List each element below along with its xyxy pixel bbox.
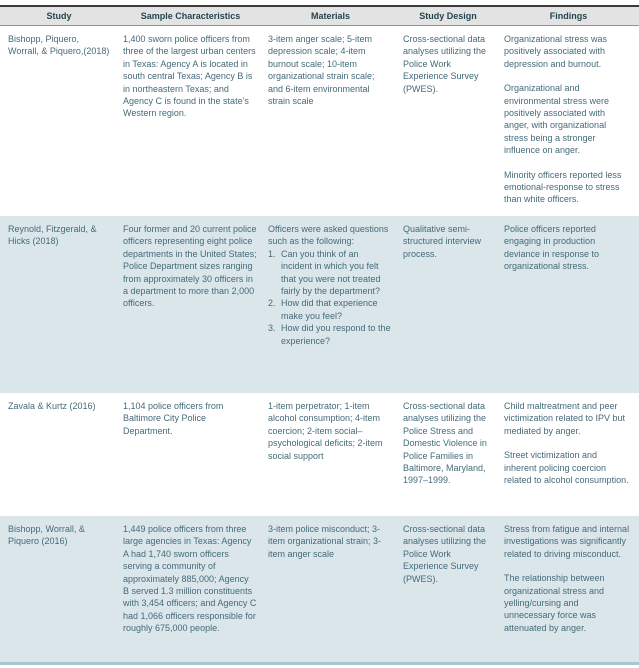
cell-paragraph: 1,449 police officers from three large agencies in Texas: Agency A had 1,740 sworn officers serving a community of approximately 885,000; Agency B served 1.3 million constituents with 3,454 officers; and Agency C had 1,066 officers responsible for roughly 675,000 people. [123, 524, 257, 634]
cell-paragraph: Stress from fatigue and internal investigations was significantly related to driving misconduct. [504, 524, 630, 559]
list-item-text: Can you think of an incident in which you felt that you were not treated fairly by the department? [281, 248, 381, 297]
table-row [0, 216, 639, 393]
cell-findings [498, 216, 639, 393]
column-header-findings: Findings [549, 11, 588, 21]
cell-findings [498, 26, 639, 216]
cell-paragraph: Cross-sectional data analyses utilizing the Police Work Experience Survey (PWES). [403, 524, 487, 584]
column-header-design: Study Design [419, 11, 477, 21]
cell-paragraph: Street victimization and inherent policing coercion related to alcohol consumption. [504, 450, 629, 486]
list-item-number: 2. [268, 298, 276, 309]
cell-study [0, 393, 118, 516]
cell-study [0, 216, 118, 393]
list-item-text: How did you respond to the experience? [281, 323, 391, 346]
cell-findings [498, 393, 639, 516]
cell-paragraph: 3-item police misconduct; 3-item organizational strain; 3-item anger scale [268, 524, 382, 559]
cell-sample [118, 516, 263, 662]
cell-paragraph: Officers were asked questions such as the following: [268, 224, 389, 247]
cell-paragraph: Qualitative semi-structured interview process. [403, 224, 482, 259]
cell-paragraph: Bishopp, Piquero, Worrall, & Piquero,(2018) [8, 34, 110, 57]
cell-study [0, 26, 118, 216]
list-item-number: 1. [268, 248, 276, 259]
cell-paragraph: Zavala & Kurtz (2016) [8, 401, 96, 411]
cell-sample [118, 26, 263, 216]
cell-paragraph: 3-item anger scale; 5-item depression scale; 4-item burnout scale; 10-item organizational strain scale; and 6-item environmental strain scale [268, 34, 375, 107]
table-row [0, 26, 639, 216]
cell-materials [263, 26, 398, 216]
cell-materials [263, 516, 398, 662]
column-header-study: Study [46, 11, 72, 21]
numbered-list-item [268, 297, 392, 322]
cell-paragraph: Four former and 20 current police officers representing eight police departments in the United States; Police Department sizes ranging from approximately 30 officers in a department to more than 2,000 officers. [123, 224, 257, 309]
cell-study [0, 516, 118, 662]
numbered-list-item [268, 248, 392, 298]
table-row [0, 516, 639, 662]
cell-paragraph: Cross-sectional data analyses utilizing the Police Work Experience Survey (PWES). [403, 34, 487, 94]
cell-materials [263, 216, 398, 393]
cell-sample [118, 216, 263, 393]
list-item-text: How did that experience make you feel? [281, 298, 378, 321]
cell-findings [498, 516, 639, 662]
table-row [0, 393, 639, 516]
table-body [0, 26, 639, 662]
cell-design [398, 516, 498, 662]
cell-paragraph: Child maltreatment and peer victimization related to IPV but mediated by anger. [504, 401, 626, 436]
cell-paragraph: Minority officers reported less emotional-response to stress than white officers. [504, 169, 622, 205]
cell-paragraph: Cross-sectional data analyses utilizing the Police Stress and Domestic Violence in Police Families in Baltimore, Maryland, 1997–1999. [403, 401, 487, 486]
cell-paragraph: 1-item perpetrator; 1-item alcohol consumption; 4-item coercion; 2-item social–psychological deficits; 2-item social support [268, 401, 383, 461]
numbered-list-item [268, 322, 392, 347]
cell-paragraph: Reynold, Fitzgerald, & Hicks (2018) [8, 224, 97, 247]
cell-design [398, 393, 498, 516]
cell-design [398, 26, 498, 216]
cell-paragraph: Organizational stress was positively associated with depression and burnout. [504, 34, 608, 69]
cell-paragraph: 1,104 police officers from Baltimore City Police Department. [123, 401, 224, 436]
column-header-sample: Sample Characteristics [140, 11, 241, 21]
cell-sample [118, 393, 263, 516]
cell-paragraph: The relationship between organizational stress and yelling/cursing and unnecessary force was attenuated by anger. [504, 573, 605, 633]
cell-paragraph: Police officers reported engaging in production deviance in response to organizational stress. [504, 224, 600, 272]
cell-paragraph: 1,400 sworn police officers from three of the largest urban centers in Texas: Agency A is located in south central Texas; Agency B is in northeastern Texas; and Agency C is found in the state’s Western region. [123, 34, 256, 119]
cell-design [398, 216, 498, 393]
list-item-number: 3. [268, 323, 276, 334]
cell-materials [263, 393, 398, 516]
column-header-materials: Materials [310, 11, 351, 21]
literature-review-table [0, 5, 639, 665]
cell-paragraph: Organizational and environmental stress were positively associated with anger, with organizational stress being a stronger influence on anger. [504, 83, 610, 156]
table-header-row [0, 7, 639, 26]
cell-paragraph: Bishopp, Worrall, & Piquero (2016) [8, 524, 85, 547]
